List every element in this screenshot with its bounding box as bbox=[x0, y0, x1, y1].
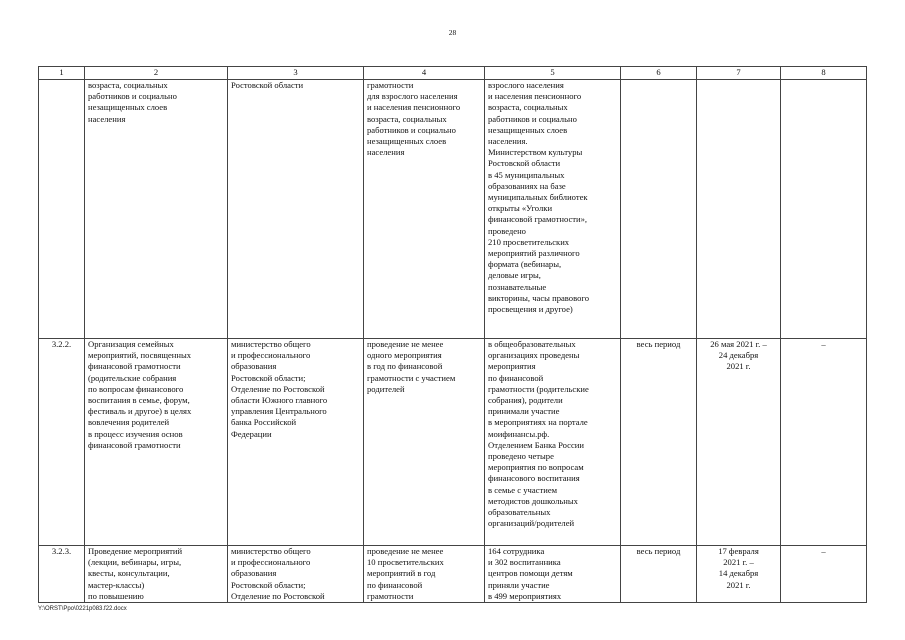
report-table bbox=[38, 66, 867, 603]
actual-result-cell: 164 сотрудника и 302 воспитанника центров помощи детям приняли участие в 499 мероприятиях bbox=[485, 546, 621, 603]
column-number: 1 bbox=[39, 67, 85, 80]
item-number-cell: 3.2.2. bbox=[39, 339, 85, 546]
page-number: 28 bbox=[448, 28, 457, 37]
planned-period-cell bbox=[621, 80, 697, 339]
table-header-row bbox=[39, 67, 867, 80]
item-number-cell: 3.2.3. bbox=[39, 546, 85, 603]
column-number: 6 bbox=[621, 67, 697, 80]
note-cell: – bbox=[781, 339, 867, 546]
actual-period-cell: 17 февраля 2021 г. – 14 декабря 2021 г. bbox=[697, 546, 781, 603]
executor-cell: министерство общего и профессионального образования Ростовской области; Отделение по Ростовской bbox=[228, 546, 364, 603]
table-row bbox=[39, 339, 867, 546]
measure-cell: Проведение мероприятий (лекции, вебинары, игры, квесты, консультации, мастер-классы) по повышению bbox=[85, 546, 228, 603]
expected-result-cell: проведение не менее 10 просветительских мероприятий в год по финансовой грамотности bbox=[364, 546, 485, 603]
measure-cell: возраста, социальных работников и социально незащищенных слоев населения bbox=[85, 80, 228, 339]
column-number: 4 bbox=[364, 67, 485, 80]
measure-cell: Организация семейных мероприятий, посвященных финансовой грамотности (родительские собрания по вопросам финансового воспитания в семье, форум, фестиваль и другое) в целях вовлечения родителей в процесс изучения основ финансовой грамотности bbox=[85, 339, 228, 546]
note-cell: – bbox=[781, 546, 867, 603]
table-row bbox=[39, 546, 867, 603]
planned-period-cell: весь период bbox=[621, 546, 697, 603]
column-number: 7 bbox=[697, 67, 781, 80]
actual-period-cell bbox=[697, 80, 781, 339]
column-number: 3 bbox=[228, 67, 364, 80]
column-number: 8 bbox=[781, 67, 867, 80]
file-path-footer: Y:\ORST\Ppo\0221p083.f22.docx bbox=[38, 606, 127, 612]
executor-cell: министерство общего и профессионального образования Ростовской области; Отделение по Ростовской области Южного главного управления Центрального банка Российской Федерации bbox=[228, 339, 364, 546]
note-cell bbox=[781, 80, 867, 339]
planned-period-cell: весь период bbox=[621, 339, 697, 546]
executor-cell: Ростовской области bbox=[228, 80, 364, 339]
table-row bbox=[39, 80, 867, 339]
actual-result-cell: в общеобразовательных организациях проведены мероприятия по финансовой грамотности (родительские собрания), родители принимали участие в мероприятиях на портале моифинансы.рф. Отделением Банка России проведено четыре мероприятия по вопросам финансового воспитания в семье с участием методистов дошкольных образовательных организаций/родителей bbox=[485, 339, 621, 546]
actual-result-cell: взрослого населения и населения пенсионного возраста, социальных работников и социально незащищенных слоев населения. Министерством культуры Ростовской области в 45 муниципальных образованиях на базе муниципальных библиотек открыты «Уголки финансовой грамотности», проведено 210 просветительских мероприятий различного формата (вебинары, деловые игры, познавательные викторины, часы правового просвещения и другое) bbox=[485, 80, 621, 339]
column-number: 5 bbox=[485, 67, 621, 80]
item-number-cell bbox=[39, 80, 85, 339]
expected-result-cell: грамотности для взрослого населения и населения пенсионного возраста, социальных работников и социально незащищенных слоев населения bbox=[364, 80, 485, 339]
expected-result-cell: проведение не менее одного мероприятия в год по финансовой грамотности с участием родителей bbox=[364, 339, 485, 546]
actual-period-cell: 26 мая 2021 г. – 24 декабря 2021 г. bbox=[697, 339, 781, 546]
column-number: 2 bbox=[85, 67, 228, 80]
